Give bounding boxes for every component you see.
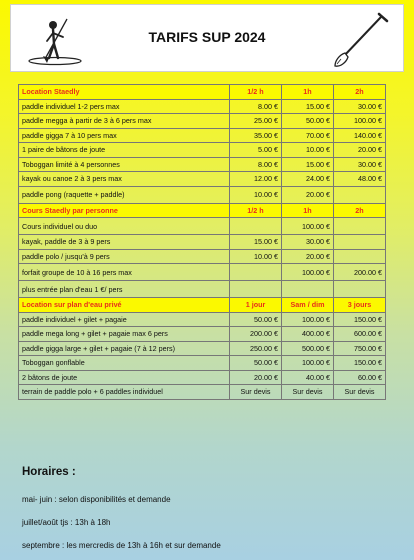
price-cell: 60.00 € [334,370,386,385]
price-cell: 750.00 € [334,341,386,356]
price-cell: 100.00 € [282,264,334,281]
table-row [19,385,386,400]
column-header: 2h [334,85,386,100]
price-cell [334,281,386,298]
item-label: paddle megga à partir de 3 à 6 pers max [19,114,230,129]
price-cell [334,249,386,264]
table-row [19,312,386,327]
price-cell: 140.00 € [334,128,386,143]
table-row [19,218,386,235]
price-cell: 30.00 € [334,99,386,114]
table-row [19,235,386,250]
column-header: Sam / dim [282,298,334,313]
column-header: 1h [282,85,334,100]
header-banner [10,4,404,72]
price-cell: 100.00 € [334,114,386,129]
price-cell: 8.00 € [230,157,282,172]
column-header: 1h [282,203,334,218]
price-cell: 250.00 € [230,341,282,356]
price-cell: 70.00 € [282,128,334,143]
column-header: 2h [334,203,386,218]
price-cell: 8.00 € [230,99,282,114]
paddle-icon [331,11,389,69]
table-row [19,370,386,385]
section-title: Cours Staedly par personne [19,203,230,218]
price-cell: Sur devis [282,385,334,400]
section-title: Location sur plan d'eau privé [19,298,230,313]
price-cell: 50.00 € [230,356,282,371]
table-row [19,341,386,356]
price-cell: 20.00 € [282,186,334,203]
tariffs-table [18,84,386,400]
price-cell: Sur devis [230,385,282,400]
section-header-row [19,85,386,100]
price-cell: 25.00 € [230,114,282,129]
price-cell: 500.00 € [282,341,334,356]
price-cell: 400.00 € [282,327,334,342]
price-cell: 200.00 € [334,264,386,281]
column-header: 1/2 h [230,85,282,100]
column-header: 1 jour [230,298,282,313]
table-row [19,143,386,158]
price-cell: 20.00 € [334,143,386,158]
price-cell: 50.00 € [282,114,334,129]
price-cell: 10.00 € [282,143,334,158]
price-cell [334,235,386,250]
price-cell [334,218,386,235]
price-cell: 12.00 € [230,172,282,187]
price-cell: 35.00 € [230,128,282,143]
table-row [19,356,386,371]
item-label: plus entrée plan d'eau 1 €/ pers [19,281,230,298]
section-title: Location Staedly [19,85,230,100]
table-row [19,128,386,143]
item-label: paddle individuel + gilet + pagaie [19,312,230,327]
price-cell: 10.00 € [230,186,282,203]
item-label: Toboggan gonflable [19,356,230,371]
table-row [19,281,386,298]
table-row [19,157,386,172]
price-cell: 10.00 € [230,249,282,264]
price-cell: 40.00 € [282,370,334,385]
price-cell: 24.00 € [282,172,334,187]
price-cell: Sur devis [334,385,386,400]
price-cell: 150.00 € [334,356,386,371]
table-row [19,249,386,264]
price-cell: 600.00 € [334,327,386,342]
table-row [19,327,386,342]
horaires-line: septembre : les mercredis de 13h à 16h et sur demande [22,541,221,550]
price-cell: 150.00 € [334,312,386,327]
price-cell [334,186,386,203]
price-cell [230,281,282,298]
item-label: kayak, paddle de 3 à 9 pers [19,235,230,250]
price-cell: 15.00 € [282,157,334,172]
price-cell: 15.00 € [282,99,334,114]
price-cell: 50.00 € [230,312,282,327]
column-header: 3 jours [334,298,386,313]
horaires-line: mai- juin : selon disponibilités et demande [22,495,171,504]
price-cell: 48.00 € [334,172,386,187]
section-header-row [19,203,386,218]
price-cell: 100.00 € [282,356,334,371]
item-label: 2 bâtons de joute [19,370,230,385]
table-row [19,186,386,203]
price-cell: 200.00 € [230,327,282,342]
table-row [19,114,386,129]
price-cell [282,281,334,298]
page-title: TARIFS SUP 2024 [148,29,266,45]
table-row [19,172,386,187]
item-label: paddle pong (raquette + paddle) [19,186,230,203]
price-cell: 30.00 € [282,235,334,250]
price-cell: 20.00 € [230,370,282,385]
price-cell: 30.00 € [334,157,386,172]
price-cell [230,218,282,235]
item-label: Toboggan limité à 4 personnes [19,157,230,172]
price-cell: 100.00 € [282,218,334,235]
item-label: paddle polo / jusqu'à 9 pers [19,249,230,264]
item-label: forfait groupe de 10 à 16 pers max [19,264,230,281]
item-label: paddle individuel 1-2 pers max [19,99,230,114]
table-row [19,99,386,114]
price-cell: 15.00 € [230,235,282,250]
table-row [19,264,386,281]
price-cell [230,264,282,281]
item-label: paddle gigga large + gilet + pagaie (7 à 12 pers) [19,341,230,356]
column-header: 1/2 h [230,203,282,218]
item-label: paddle mega long + gilet + pagaie max 6 pers [19,327,230,342]
price-cell: 100.00 € [282,312,334,327]
price-cell: 5.00 € [230,143,282,158]
item-label: terrain de paddle polo + 6 paddles individuel [19,385,230,400]
item-label: 1 paire de bâtons de joute [19,143,230,158]
horaires-title: Horaires : [22,466,76,478]
price-cell: 20.00 € [282,249,334,264]
item-label: kayak ou canoe 2 à 3 pers max [19,172,230,187]
item-label: paddle gigga 7 à 10 pers max [19,128,230,143]
horaires-line: juillet/août tjs : 13h à 18h [22,518,111,527]
section-header-row [19,298,386,313]
item-label: Cours individuel ou duo [19,218,230,235]
